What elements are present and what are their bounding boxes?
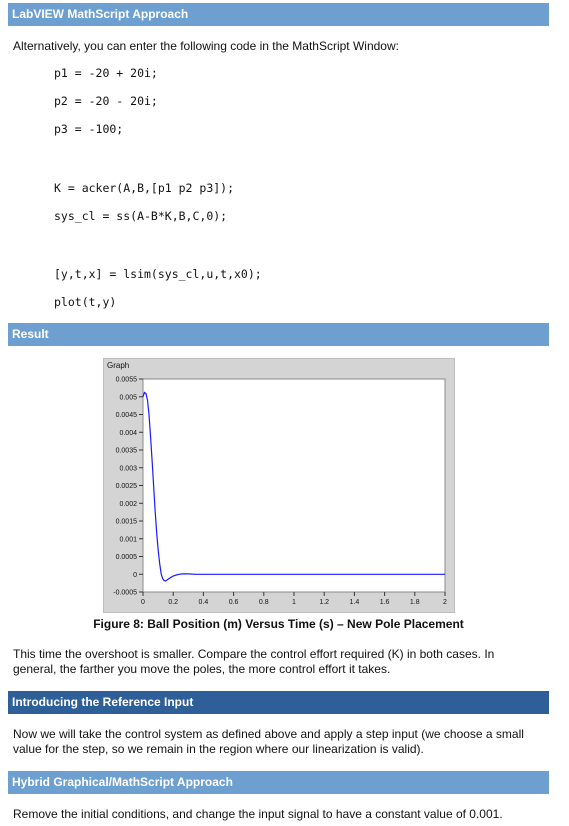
result-text-line-2: general, the farther you move the poles, the more control effort it takes. bbox=[13, 662, 391, 676]
code-line: sys_cl = ss(A-B*K,B,C,0); bbox=[54, 209, 228, 223]
y-tick-label: 0.005 bbox=[119, 394, 137, 402]
section-header-hybrid: Hybrid Graphical/MathScript Approach bbox=[8, 771, 549, 794]
reference-text-line-2: value for the step, so we remain in the region where our linearization is valid). bbox=[13, 742, 424, 756]
code-line: p3 = -100; bbox=[54, 122, 124, 136]
x-tick-label: 1.4 bbox=[349, 599, 360, 606]
y-tick-label: 0.0025 bbox=[115, 483, 137, 490]
plot-area bbox=[143, 379, 445, 592]
y-tick-label: 0.004 bbox=[119, 429, 137, 437]
code-line: p2 = -20 - 20i; bbox=[54, 94, 158, 108]
code-line: [y,t,x] = lsim(sys_cl,u,t,x0); bbox=[54, 267, 262, 281]
reference-text-line-1: Now we will take the control system as defined above and apply a step input (we choose a small bbox=[13, 727, 524, 741]
x-tick-label: 1 bbox=[292, 599, 296, 606]
figure-caption: Figure 8: Ball Position (m) Versus Time (s) – New Pole Placement bbox=[93, 617, 464, 631]
x-tick-label: 1.2 bbox=[319, 599, 330, 606]
result-text-line-1: This time the overshoot is smaller. Compare the control effort required (K) in both cases. In bbox=[13, 647, 495, 661]
y-tick-label: 0.0045 bbox=[115, 412, 137, 419]
y-tick-label: 0.0055 bbox=[115, 376, 137, 384]
section-header-reference-input: Introducing the Reference Input bbox=[8, 691, 549, 714]
code-line: p1 = -20 + 20i; bbox=[54, 66, 158, 80]
x-tick-label: 0 bbox=[141, 599, 145, 606]
hybrid-text: Remove the initial conditions, and change the input signal to have a constant value of 0.001. bbox=[13, 807, 503, 821]
x-tick-label: 1.8 bbox=[409, 599, 420, 606]
graph-label: Graph bbox=[107, 361, 130, 370]
x-tick-label: 1.6 bbox=[379, 599, 390, 606]
y-tick-label: -0.0005 bbox=[113, 589, 137, 597]
section-header-mathscript: LabVIEW MathScript Approach bbox=[8, 3, 549, 26]
intro-text: Alternatively, you can enter the following code in the MathScript Window: bbox=[13, 39, 399, 53]
line-chart bbox=[104, 359, 454, 612]
x-tick-label: 2 bbox=[443, 599, 447, 606]
y-tick-label: 0.001 bbox=[119, 536, 137, 544]
x-tick-label: 0.8 bbox=[258, 599, 269, 606]
x-tick-label: 0.6 bbox=[228, 599, 239, 606]
y-tick-label: 0.003 bbox=[119, 465, 137, 473]
y-tick-label: 0.0005 bbox=[115, 554, 137, 561]
y-tick-label: 0 bbox=[133, 571, 137, 579]
graph-panel bbox=[103, 358, 455, 613]
x-tick-label: 0.4 bbox=[198, 599, 209, 606]
y-tick-label: 0.002 bbox=[119, 500, 137, 508]
y-tick-label: 0.0015 bbox=[115, 518, 137, 526]
code-line: K = acker(A,B,[p1 p2 p3]); bbox=[54, 181, 235, 195]
y-tick-label: 0.0035 bbox=[115, 447, 137, 455]
x-tick-label: 0.2 bbox=[168, 599, 179, 606]
section-header-result: Result bbox=[8, 323, 549, 346]
code-line: plot(t,y) bbox=[54, 295, 117, 309]
